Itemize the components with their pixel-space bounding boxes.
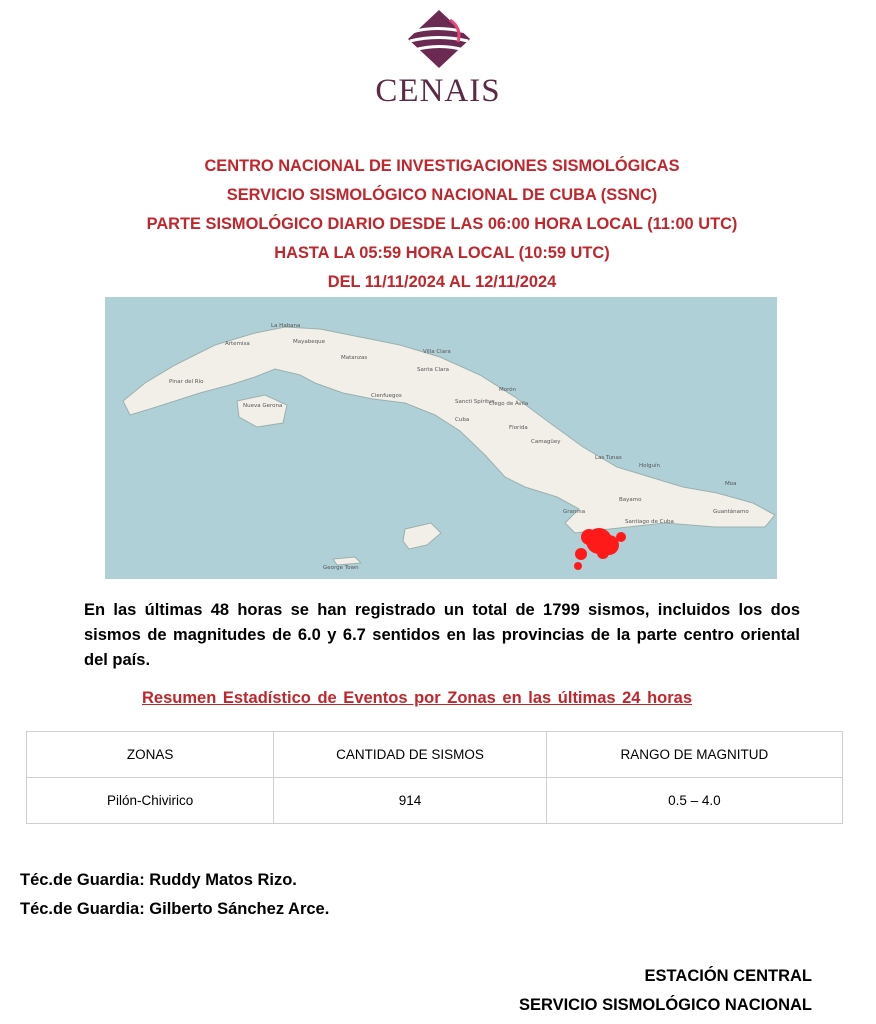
map-label: Villa Clara bbox=[423, 349, 451, 355]
map-label: Morón bbox=[499, 387, 517, 393]
event-cluster-west bbox=[581, 529, 597, 545]
map-label: Nueva Gerona bbox=[243, 403, 283, 409]
stats-subtitle: Resumen Estadístico de Eventos por Zonas en las últimas 24 horas bbox=[142, 689, 692, 707]
header-line-4: HASTA LA 05:59 HORA LOCAL (10:59 UTC) bbox=[274, 244, 610, 262]
map-label: Ciego de Ávila bbox=[489, 401, 529, 407]
header-zonas: ZONAS bbox=[27, 732, 274, 778]
footer-line-2: SERVICIO SISMOLÓGICO NACIONAL bbox=[518, 996, 812, 1014]
header-line-2: SERVICIO SISMOLÓGICO NACIONAL DE CUBA (SSNC) bbox=[226, 186, 658, 204]
summary-paragraph: En las últimas 48 horas se han registrado un total de 1799 sismos, incluidos los dos sismos de magnitudes de 6.0 y 6.7 sentidos en las provincias de la parte centro oriental del país. bbox=[84, 601, 800, 669]
report-header bbox=[0, 152, 876, 297]
map-label: Cienfuegos bbox=[371, 393, 402, 399]
header-line-1: CENTRO NACIONAL DE INVESTIGACIONES SISMOLÓGICAS bbox=[204, 157, 680, 175]
map-label: Santiago de Cuba bbox=[625, 519, 674, 525]
map-label: Cuba bbox=[455, 417, 470, 423]
map-label: Florida bbox=[509, 425, 528, 431]
technician-1: Téc.de Guardia: Ruddy Matos Rizo. bbox=[20, 871, 297, 889]
map-label: Granma bbox=[563, 509, 586, 515]
map-label: Artemisa bbox=[225, 341, 250, 347]
map-label: George Town bbox=[323, 565, 359, 571]
map-label: Camagüey bbox=[531, 439, 561, 445]
map-label: Moa bbox=[725, 481, 737, 487]
header-line-3: PARTE SISMOLÓGICO DIARIO DESDE LAS 06:00 HORA LOCAL (11:00 UTC) bbox=[146, 215, 738, 233]
event-south bbox=[597, 547, 609, 559]
table-header-row bbox=[27, 732, 843, 778]
cell-zona: Pilón-Chivirico bbox=[27, 778, 274, 824]
map-label: Pinar del Río bbox=[169, 379, 204, 385]
table-row bbox=[27, 778, 843, 824]
map-label: Matanzas bbox=[341, 355, 368, 361]
cenais-emblem-icon bbox=[406, 8, 472, 70]
map-label: Bayamo bbox=[619, 497, 642, 503]
cuba-seismic-map bbox=[105, 297, 777, 579]
header-cantidad: CANTIDAD DE SISMOS bbox=[274, 732, 546, 778]
cenais-logo bbox=[0, 0, 876, 112]
map-label: Las Tunas bbox=[595, 455, 622, 461]
map-label: Holguín bbox=[639, 463, 661, 469]
map-label: Santa Clara bbox=[417, 367, 449, 373]
map-label: Guantánamo bbox=[713, 509, 749, 515]
map-label: Mayabeque bbox=[293, 339, 325, 345]
event-west bbox=[575, 548, 587, 560]
cell-cantidad: 914 bbox=[274, 778, 546, 824]
header-rango: RANGO DE MAGNITUD bbox=[546, 732, 842, 778]
cell-rango: 0.5 – 4.0 bbox=[546, 778, 842, 824]
map-sea bbox=[105, 297, 777, 579]
map-label: Sancti Spíritus bbox=[455, 399, 495, 405]
event-east bbox=[616, 532, 626, 542]
map-label: La Habana bbox=[271, 323, 301, 329]
footer-line-1: ESTACIÓN CENTRAL bbox=[644, 967, 812, 985]
technician-2: Téc.de Guardia: Gilberto Sánchez Arce. bbox=[20, 900, 330, 918]
logo-name: CENAIS bbox=[375, 73, 501, 109]
event-far-south bbox=[574, 562, 582, 570]
stats-table bbox=[26, 731, 843, 824]
header-line-5: DEL 11/11/2024 AL 12/11/2024 bbox=[327, 273, 557, 291]
cayman-island bbox=[333, 557, 361, 565]
